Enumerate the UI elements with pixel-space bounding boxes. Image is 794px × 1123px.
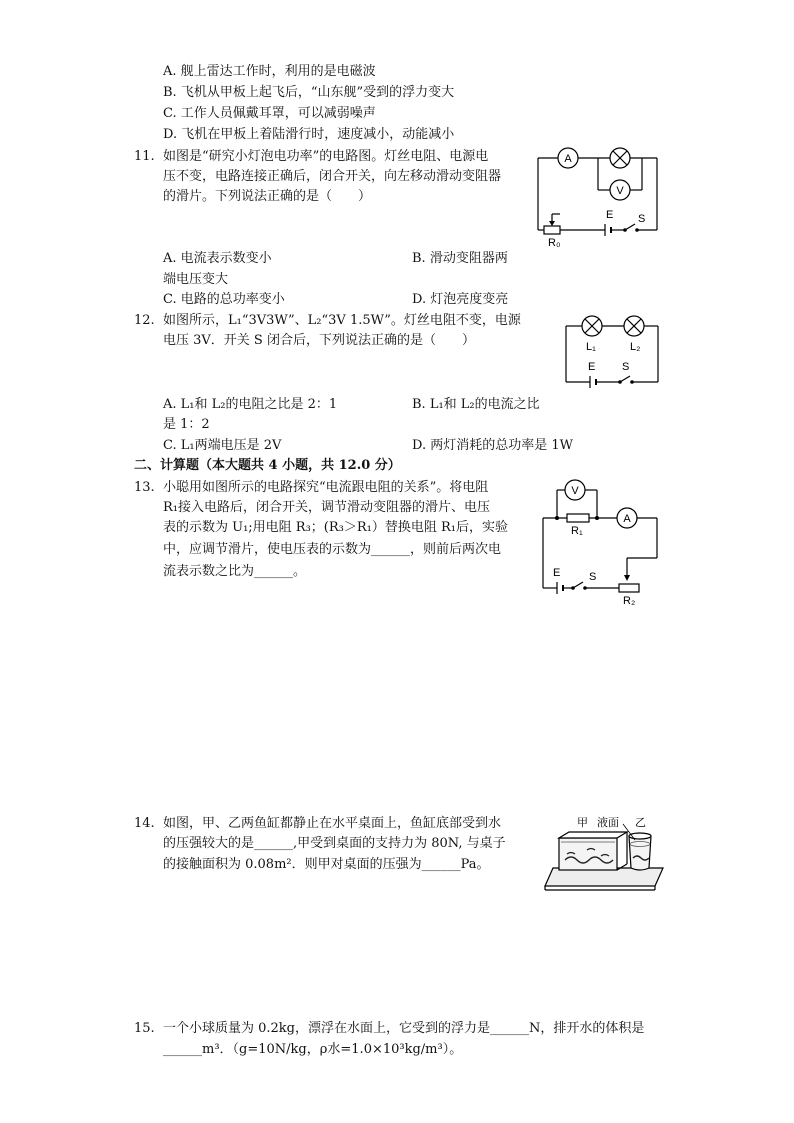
ammeter-icon <box>558 148 578 168</box>
q10-option-d: D. 飞机在甲板上着陆滑行时，速度减小，动能减小 <box>163 127 455 142</box>
switch-label: S <box>622 361 630 373</box>
q11-stem-line-3: 的滑片。下列说法正确的是（ ） <box>163 189 372 204</box>
q13-stem-line-1: 小聪用如图所示的电路探究“电流跟电阻的关系”。将电阻 <box>163 480 489 495</box>
q15-stem-line-1: 一个小球质量为 0.2kg，漂浮在水面上，它受到的浮力是______N，排开水的体积是 <box>163 1021 645 1036</box>
fish-glass-yi-icon <box>629 833 651 870</box>
label-yi: 乙 <box>635 817 646 829</box>
section-heading-calculation: 二、计算题（本大题共 4 小题，共 12.0 分） <box>134 458 401 473</box>
q12-option-a: A. L₁和 L₂的电阻之比是 2：1 <box>163 397 338 412</box>
fish-tank-jia-icon <box>559 832 627 870</box>
battery-label: E <box>553 567 561 579</box>
q11-circuit-figure <box>530 142 665 250</box>
rheostat-label: R₂ <box>623 595 636 607</box>
svg-text:V: V <box>571 485 579 497</box>
battery-label: E <box>588 361 596 373</box>
voltmeter-icon <box>565 480 585 500</box>
q11-option-d: D. 灯泡亮度变亮 <box>412 292 509 307</box>
label-jia: 甲 <box>577 817 588 829</box>
q12-option-d: D. 两灯消耗的总功率是 1W <box>412 438 573 453</box>
q14-stem-line-3: 的接触面积为 0.08m²．则甲对桌面的压强为______Pa。 <box>163 857 490 872</box>
q12-circuit-figure <box>560 308 665 390</box>
q13-stem-line-3: 表的示数为 U₁;用电阻 R₃；(R₃＞R₁）替换电阻 R₁后，实验 <box>163 520 509 535</box>
q11-stem-line-1: 如图是“研究小灯泡电功率”的电路图。灯丝电阻、电源电 <box>163 149 489 164</box>
q13-circuit-figure <box>535 478 665 608</box>
q11-option-c: C. 电路的总功率变小 <box>163 292 285 307</box>
switch-label: S <box>638 213 646 225</box>
q11-option-b-cont: 端电压变大 <box>163 272 229 287</box>
q12-number: 12. <box>134 313 155 328</box>
q15-number: 15. <box>134 1021 155 1036</box>
switch-label: S <box>589 571 597 583</box>
q14-stem-line-1: 如图，甲、乙两鱼缸都静止在水平桌面上，鱼缸底部受到水 <box>163 816 502 831</box>
q14-number: 14. <box>134 816 155 831</box>
lamp-icon <box>610 148 630 168</box>
q12-option-c: C. L₁两端电压是 2V <box>163 438 282 453</box>
q11-stem-line-2: 压不变，电路连接正确后，闭合开关，向左移动滑动变阻器 <box>163 169 502 184</box>
q12-stem-line-2: 电压 3V．开关 S 闭合后，下列说法正确的是（ ） <box>163 333 475 348</box>
lamp-l2-label: L₂ <box>630 341 641 353</box>
lamp-l1-icon <box>582 316 602 336</box>
voltmeter-icon <box>610 180 630 200</box>
q13-stem-line-2: R₁接入电路后，闭合开关，调节滑动变阻器的滑片、电压 <box>163 500 490 515</box>
resistor-label: R₁ <box>571 525 583 537</box>
lamp-l2-icon <box>624 316 644 336</box>
q13-stem-line-4: 中，应调节滑片，使电压表的示数为______，则前后两次电 <box>163 542 502 557</box>
q14-fish-tank-figure <box>543 810 668 892</box>
svg-text:A: A <box>623 513 631 525</box>
q12-option-b: B. L₁和 L₂的电流之比 <box>412 397 540 412</box>
q12-stem-line-1: 如图所示，L₁“3V3W”、L₂“3V 1.5W”。灯丝电阻不变，电源 <box>163 313 521 328</box>
svg-text:A: A <box>564 153 572 165</box>
label-liquid-surface: 液面 <box>597 817 619 829</box>
lamp-l1-label: L₁ <box>586 341 596 353</box>
q10-option-a: A. 舰上雷达工作时，利用的是电磁波 <box>163 64 376 79</box>
q13-stem-line-5: 流表示数之比为______。 <box>163 564 307 579</box>
q10-option-b: B. 飞机从甲板上起飞后，“山东舰”受到的浮力变大 <box>163 85 455 100</box>
q15-stem-line-2: ______m³．（g=10N/kg，ρ水=1.0×10³kg/m³）。 <box>163 1042 463 1057</box>
q11-number: 11. <box>134 149 155 164</box>
q11-option-a: A. 电流表示数变小 <box>163 251 272 266</box>
q12-option-b-cont: 是 1：2 <box>163 417 210 432</box>
rheostat-label: R₀ <box>548 237 561 249</box>
q13-number: 13. <box>134 480 155 495</box>
q14-stem-line-2: 的压强较大的是______,甲受到桌面的支持力为 80N, 与桌子 <box>163 836 506 851</box>
ammeter-icon <box>617 508 637 528</box>
q10-option-c: C. 工作人员佩戴耳罩，可以减弱噪声 <box>163 106 376 121</box>
q11-option-b: B. 滑动变阻器两 <box>412 251 508 266</box>
svg-text:V: V <box>616 185 624 197</box>
battery-label: E <box>606 209 614 221</box>
